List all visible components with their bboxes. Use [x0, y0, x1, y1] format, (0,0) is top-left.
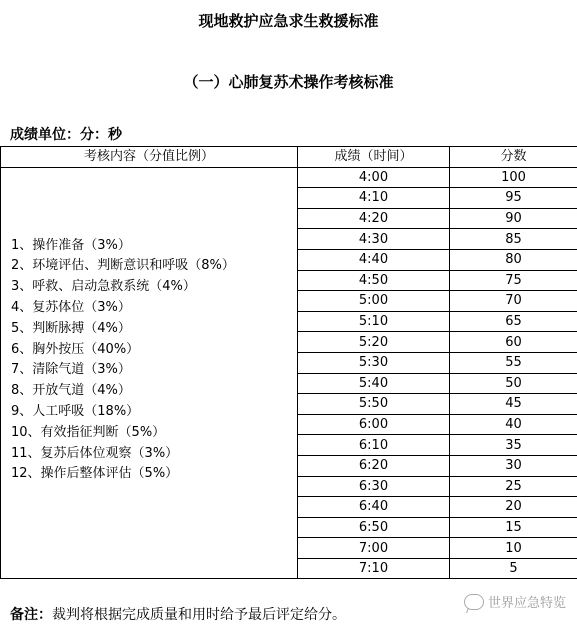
assessment-item: 9、人工呼吸（18%） — [11, 403, 140, 419]
time-cell: 6:20 — [298, 455, 450, 476]
assessment-item: 3、呼救、启动急救系统（4%） — [11, 279, 196, 295]
score-cell: 75 — [450, 270, 577, 291]
score-cell: 100 — [450, 167, 577, 188]
note-label: 备注： — [10, 607, 52, 623]
score-cell: 65 — [450, 311, 577, 332]
time-cell: 5:00 — [298, 291, 450, 312]
time-cell: 6:40 — [298, 497, 450, 518]
time-cell: 4:20 — [298, 208, 450, 229]
note — [10, 604, 346, 624]
assessment-item: 5、判断脉搏（4%） — [11, 320, 131, 336]
score-cell: 60 — [450, 332, 577, 353]
assessment-item: 7、清除气道（3%） — [11, 362, 131, 378]
time-cell: 7:00 — [298, 538, 450, 559]
watermark — [461, 591, 569, 612]
assessment-item: 11、复苏后体位观察（3%） — [11, 445, 179, 461]
time-cell: 6:00 — [298, 414, 450, 435]
assessment-item: 1、操作准备（3%） — [11, 237, 131, 253]
scoring-table — [0, 146, 577, 579]
assessment-item: 4、复苏体位（3%） — [11, 299, 131, 315]
score-cell: 85 — [450, 229, 577, 250]
time-cell: 5:40 — [298, 373, 450, 394]
unit-line: 成绩单位：分：秒 — [10, 127, 122, 143]
score-cell: 70 — [450, 291, 577, 312]
assessment-items-cell — [1, 167, 298, 579]
score-cell: 35 — [450, 435, 577, 456]
header-time: 成绩（时间） — [298, 147, 450, 168]
table-row — [1, 167, 577, 188]
score-cell: 80 — [450, 249, 577, 270]
score-cell: 25 — [450, 476, 577, 497]
assessment-item: 12、操作后整体评估（5%） — [11, 466, 179, 482]
score-cell: 40 — [450, 414, 577, 435]
chat-bubble-icon — [464, 594, 484, 610]
time-cell: 4:10 — [298, 188, 450, 209]
time-cell: 6:50 — [298, 517, 450, 538]
time-cell: 4:00 — [298, 167, 450, 188]
table-body — [1, 167, 577, 579]
score-cell: 10 — [450, 538, 577, 559]
score-cell: 5 — [450, 558, 577, 579]
score-cell: 90 — [450, 208, 577, 229]
score-cell: 15 — [450, 517, 577, 538]
time-cell: 4:40 — [298, 249, 450, 270]
table-header-row — [1, 147, 577, 168]
assessment-item: 2、环境评估、判断意识和呼吸（8%） — [11, 258, 235, 274]
time-cell: 6:10 — [298, 435, 450, 456]
time-cell: 6:30 — [298, 476, 450, 497]
time-cell: 5:30 — [298, 352, 450, 373]
score-cell: 55 — [450, 352, 577, 373]
score-cell: 20 — [450, 497, 577, 518]
time-cell: 5:50 — [298, 394, 450, 415]
time-cell: 5:20 — [298, 332, 450, 353]
header-score: 分数 — [450, 147, 577, 168]
time-cell: 4:30 — [298, 229, 450, 250]
score-cell: 95 — [450, 188, 577, 209]
time-cell: 7:10 — [298, 558, 450, 579]
document-subtitle: （一）心肺复苏术操作考核标准 — [183, 73, 394, 91]
note-text: 裁判将根据完成质量和用时给予最后评定给分。 — [52, 607, 346, 623]
header-content: 考核内容（分值比例） — [1, 147, 298, 168]
watermark-text: 世界应急特览 — [487, 596, 566, 611]
document-title: 现地救护应急求生救援标准 — [198, 12, 379, 30]
assessment-item: 8、开放气道（4%） — [11, 383, 131, 399]
assessment-item: 6、胸外按压（40%） — [11, 341, 140, 357]
time-cell: 5:10 — [298, 311, 450, 332]
score-cell: 45 — [450, 394, 577, 415]
time-cell: 4:50 — [298, 270, 450, 291]
score-cell: 30 — [450, 455, 577, 476]
assessment-item: 10、有效指征判断（5%） — [11, 424, 166, 440]
score-cell: 50 — [450, 373, 577, 394]
